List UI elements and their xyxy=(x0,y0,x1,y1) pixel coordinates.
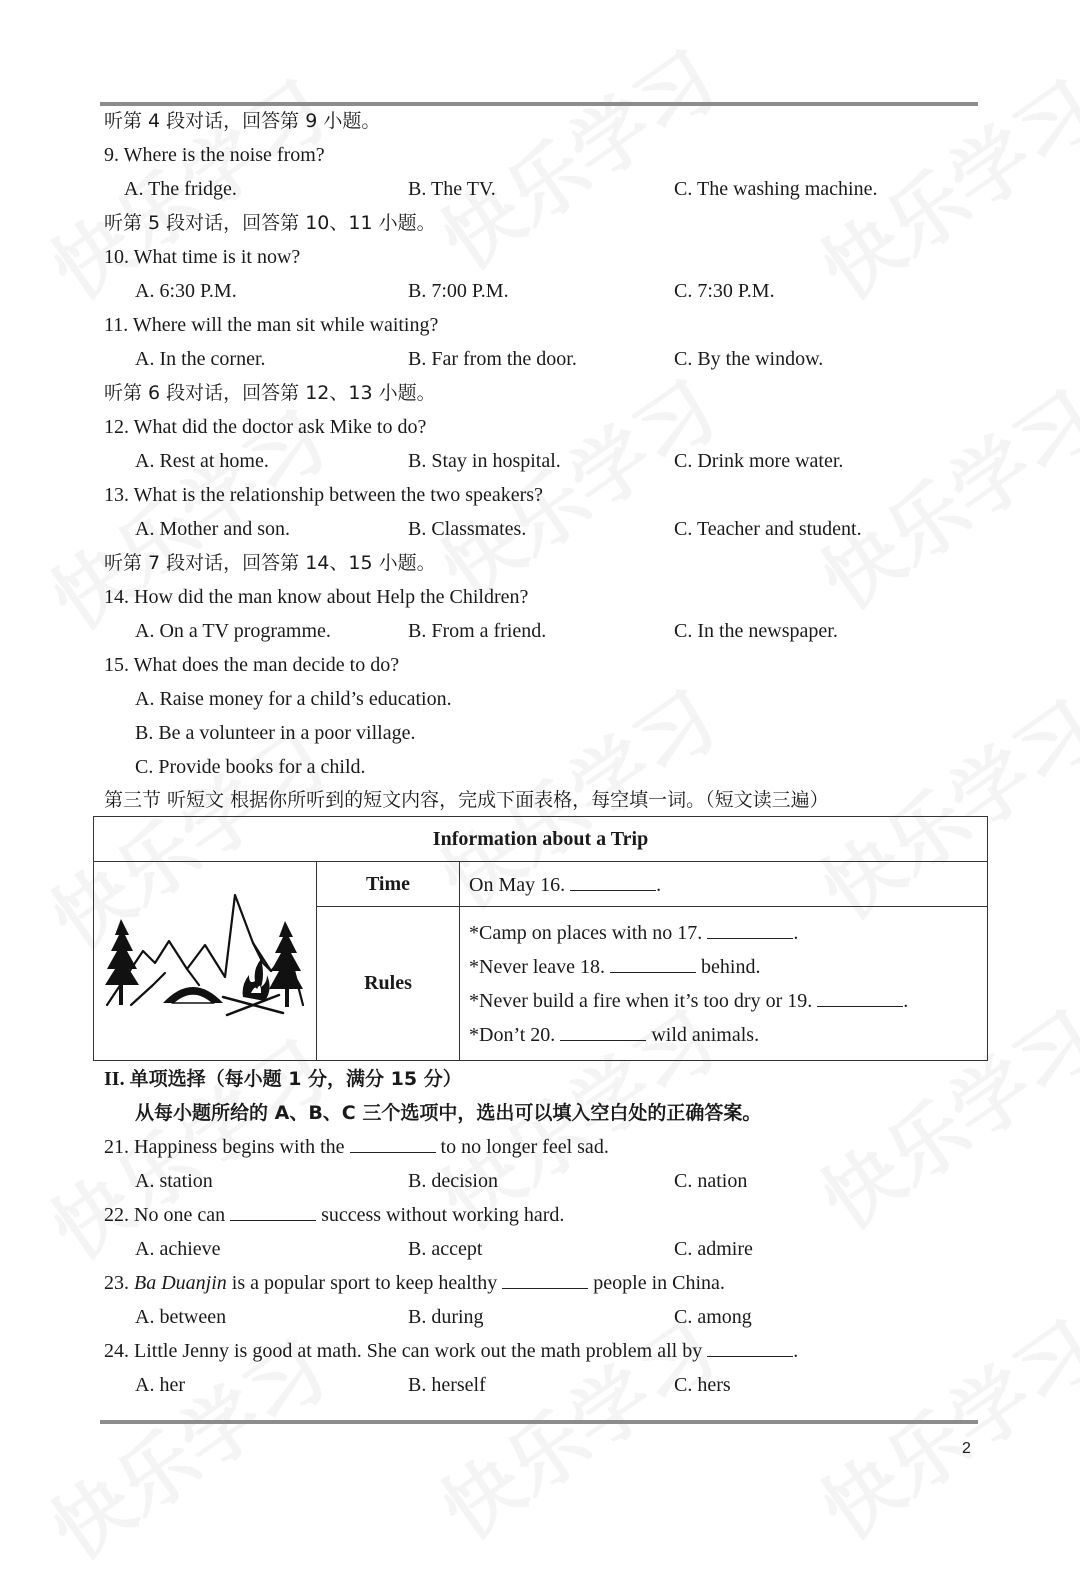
time-period: . xyxy=(656,873,662,896)
q10-option-a: A. 6:30 P.M. xyxy=(135,280,237,302)
table-title: Information about a Trip xyxy=(94,817,988,862)
header-rule xyxy=(100,102,978,106)
q24-option-b: B. herself xyxy=(408,1374,486,1396)
q14-option-b: B. From a friend. xyxy=(408,620,547,642)
question-10: 10. What time is it now? xyxy=(104,246,301,268)
answer-blank-16 xyxy=(570,872,656,891)
answer-blank-24 xyxy=(707,1338,793,1357)
q12-option-b: B. Stay in hospital. xyxy=(408,450,561,472)
q24-option-a: A. her xyxy=(135,1374,185,1396)
q21-option-a: A. station xyxy=(135,1170,213,1192)
q11-option-a: A. In the corner. xyxy=(135,348,266,370)
q15-option-b: B. Be a volunteer in a poor village. xyxy=(135,722,416,744)
question-12: 12. What did the doctor ask Mike to do? xyxy=(104,416,427,438)
q21-option-c: C. nation xyxy=(674,1170,748,1192)
q13-option-a: A. Mother and son. xyxy=(135,518,290,540)
page-number: 2 xyxy=(962,1440,971,1457)
q10-option-b: B. 7:00 P.M. xyxy=(408,280,509,302)
q23-option-b: B. during xyxy=(408,1306,484,1328)
part2-heading xyxy=(104,1066,462,1092)
dialogue-4-instruction: 听第 4 段对话，回答第 9 小题。 xyxy=(104,110,381,132)
question-22: 22. No one can success without working hard. xyxy=(104,1204,565,1226)
q11-option-c: C. By the window. xyxy=(674,348,824,370)
question-24: 24. Little Jenny is good at math. She can work out the math problem all by . xyxy=(104,1340,799,1362)
question-9: 9. Where is the noise from? xyxy=(104,144,325,166)
q9-option-c: C. The washing machine. xyxy=(674,178,878,200)
q15-option-c: C. Provide books for a child. xyxy=(135,756,366,778)
q14-option-a: A. On a TV programme. xyxy=(135,620,331,642)
rules-label: Rules xyxy=(317,907,460,1061)
answer-blank-22 xyxy=(230,1202,316,1221)
rule-item: *Never leave 18. behind. xyxy=(469,955,761,978)
part2-title: 单项选择（每小题 1 分，满分 15 分） xyxy=(129,1068,462,1090)
dialogue-5-instruction: 听第 5 段对话，回答第 10、11 小题。 xyxy=(104,212,436,234)
answer-blank-19 xyxy=(817,988,903,1007)
question-21: 21. Happiness begins with the to no longer feel sad. xyxy=(104,1136,609,1158)
question-13: 13. What is the relationship between the two speakers? xyxy=(104,484,543,506)
q22-option-c: C. admire xyxy=(674,1238,753,1260)
watermark xyxy=(416,1291,736,1562)
q22-option-a: A. achieve xyxy=(135,1238,221,1260)
dialogue-6-instruction: 听第 6 段对话，回答第 12、13 小题。 xyxy=(104,382,436,404)
q14-option-c: C. In the newspaper. xyxy=(674,620,838,642)
rule-item: *Camp on places with no 17. . xyxy=(469,921,799,944)
q12-option-c: C. Drink more water. xyxy=(674,450,844,472)
part2-subheading: 从每小题所给的 A、B、C 三个选项中，选出可以填入空白处的正确答案。 xyxy=(135,1102,762,1124)
q13-option-b: B. Classmates. xyxy=(408,518,527,540)
answer-blank-20 xyxy=(560,1022,646,1041)
q12-option-a: A. Rest at home. xyxy=(135,450,269,472)
watermark xyxy=(796,1291,1080,1562)
watermark xyxy=(416,21,736,292)
q23-option-a: A. between xyxy=(135,1306,227,1328)
q15-option-a: A. Raise money for a child’s education. xyxy=(135,688,452,710)
question-15: 15. What does the man decide to do? xyxy=(104,654,400,676)
question-11: 11. Where will the man sit while waiting? xyxy=(104,314,439,336)
camping-illustration xyxy=(94,862,317,1061)
section3-instruction: 第三节 听短文 根据你所听到的短文内容，完成下面表格，每空填一词。（短文读三遍） xyxy=(104,789,829,811)
q22-option-b: B. accept xyxy=(408,1238,483,1260)
time-label: Time xyxy=(317,862,460,907)
question-23: 23. Ba Duanjin is a popular sport to keep healthy people in China. xyxy=(104,1272,725,1294)
q9-option-a: A. The fridge. xyxy=(124,178,237,200)
q11-option-b: B. Far from the door. xyxy=(408,348,577,370)
footer-rule xyxy=(100,1420,978,1424)
question-14: 14. How did the man know about Help the Children? xyxy=(104,586,529,608)
camping-mountain-icon xyxy=(103,893,307,1023)
q9-option-b: B. The TV. xyxy=(408,178,496,200)
dialogue-7-instruction: 听第 7 段对话，回答第 14、15 小题。 xyxy=(104,552,436,574)
time-cell xyxy=(460,862,988,907)
rule-item: *Don’t 20. wild animals. xyxy=(469,1023,760,1046)
time-value: On May 16. xyxy=(469,873,566,896)
answer-blank-23 xyxy=(502,1270,588,1289)
q10-option-c: C. 7:30 P.M. xyxy=(674,280,775,302)
q21-option-b: B. decision xyxy=(408,1170,498,1192)
answer-blank-17 xyxy=(707,920,793,939)
q23-option-c: C. among xyxy=(674,1306,752,1328)
answer-blank-21 xyxy=(350,1134,436,1153)
q13-option-c: C. Teacher and student. xyxy=(674,518,862,540)
part2-number: II. xyxy=(104,1068,125,1090)
answer-blank-18 xyxy=(610,954,696,973)
rules-cell xyxy=(460,907,988,1061)
trip-info-table xyxy=(93,816,988,1061)
rule-item: *Never build a fire when it’s too dry or 19. . xyxy=(469,989,909,1012)
ba-duanjin-term: Ba Duanjin xyxy=(134,1272,227,1294)
watermark xyxy=(796,361,1080,632)
q24-option-c: C. hers xyxy=(674,1374,731,1396)
